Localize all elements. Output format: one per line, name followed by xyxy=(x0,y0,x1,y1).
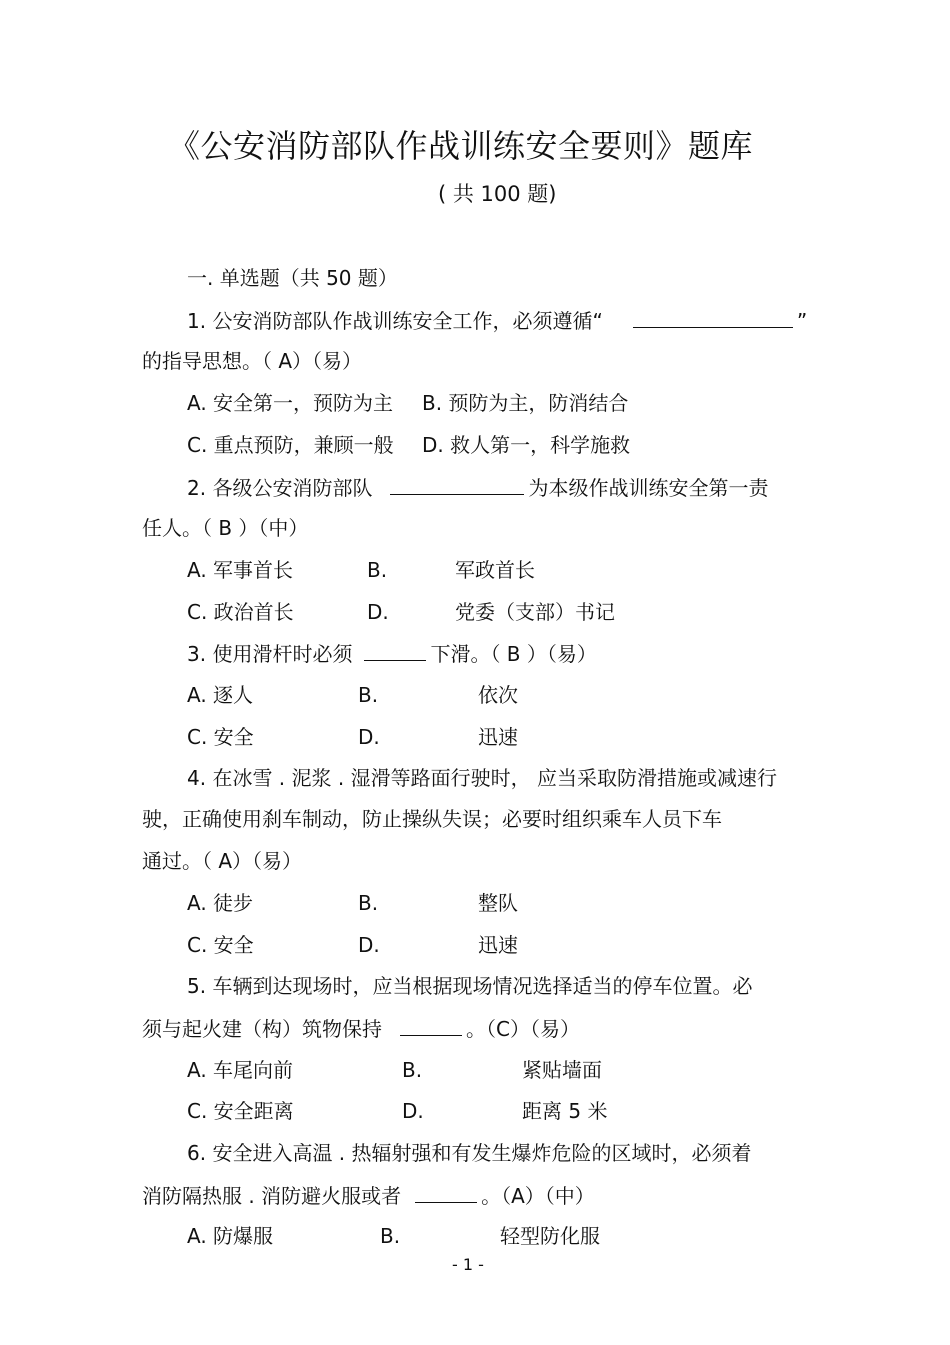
question-2-option-a: A. 军事首长 xyxy=(187,558,294,582)
answer-blank xyxy=(400,1013,462,1036)
question-6-option-b-text: 轻型防化服 xyxy=(500,1224,600,1248)
question-5-option-a: A. 车尾向前 xyxy=(187,1058,294,1082)
answer-blank xyxy=(364,638,426,661)
question-3-option-b-text: 依次 xyxy=(478,683,518,707)
question-1-option-b: B. 预防为主，防消结合 xyxy=(422,391,629,415)
question-3-option-c: C. 安全 xyxy=(187,725,254,749)
question-6-line-1: 6. 安全进入高温 . 热辐射强和有发生爆炸危险的区域时，必须着 xyxy=(187,1141,752,1165)
question-6-option-a: A. 防爆服 xyxy=(187,1224,274,1248)
answer-blank xyxy=(390,472,524,495)
question-4-option-a: A. 徒步 xyxy=(187,891,254,915)
section-heading: 一. 单选题（共 50 题） xyxy=(187,266,398,290)
question-5-text: 须与起火建（构）筑物保持 xyxy=(142,1017,382,1041)
question-1-option-c: C. 重点预防，兼顾一般 xyxy=(187,433,394,457)
question-1-quote-close: ” xyxy=(796,309,808,333)
question-6-line-2 xyxy=(142,1180,595,1211)
question-4-line-1: 4. 在冰雪 . 泥浆 . 湿滑等路面行驶时， 应当采取防滑措施或减速行 xyxy=(187,766,777,790)
answer-blank xyxy=(633,305,793,328)
question-4-option-d-text: 迅速 xyxy=(478,933,518,957)
question-3-line-1 xyxy=(187,638,597,669)
question-5-text-cont: 。（C）（易） xyxy=(466,1017,580,1041)
question-4-option-d-label: D. xyxy=(358,933,380,957)
question-6-text-cont: 。（A）（中） xyxy=(481,1184,595,1208)
answer-blank xyxy=(415,1180,477,1203)
question-2-text-cont: 为本级作战训练安全第一责 xyxy=(528,476,769,500)
question-5-option-d-text: 距离 5 米 xyxy=(522,1099,608,1123)
question-1-option-a: A. 安全第一，预防为主 xyxy=(187,391,394,415)
question-5-line-2 xyxy=(142,1013,580,1044)
document-subtitle: ( 共 100 题) xyxy=(438,182,557,206)
question-3-text-cont: 下滑。（ B ）（易） xyxy=(430,642,597,666)
question-2-text: 2. 各级公安消防部队 xyxy=(187,476,373,500)
question-1-option-d: D. 救人第一，科学施救 xyxy=(422,433,631,457)
question-1-line-1 xyxy=(187,305,807,336)
question-2-line-2: 任人。（ B ）（中） xyxy=(142,516,309,540)
question-3-option-b-label: B. xyxy=(358,683,379,707)
question-2-option-d-label: D. xyxy=(367,600,389,624)
question-5-line-1: 5. 车辆到达现场时，应当根据现场情况选择适当的停车位置。必 xyxy=(187,974,753,998)
question-5-option-d-label: D. xyxy=(402,1099,424,1123)
question-4-option-b-text: 整队 xyxy=(478,891,518,915)
question-3-option-d-text: 迅速 xyxy=(478,725,518,749)
question-6-option-b-label: B. xyxy=(380,1224,401,1248)
question-3-option-d-label: D. xyxy=(358,725,380,749)
question-5-option-c: C. 安全距离 xyxy=(187,1099,294,1123)
question-4-option-c: C. 安全 xyxy=(187,933,254,957)
question-3-text: 3. 使用滑杆时必须 xyxy=(187,642,353,666)
question-4-option-b-label: B. xyxy=(358,891,379,915)
question-1-line-2: 的指导思想。（ A）（易） xyxy=(142,349,363,373)
question-2-option-d-text: 党委（支部）书记 xyxy=(455,600,615,624)
question-2-line-1 xyxy=(187,472,768,503)
question-5-option-b-label: B. xyxy=(402,1058,423,1082)
question-1-text: 1. 公安消防部队作战训练安全工作，必须遵循“ xyxy=(187,309,603,333)
question-4-line-3: 通过。（ A）（易） xyxy=(142,849,303,873)
question-4-line-2: 驶，正确使用刹车制动，防止操纵失误；必要时组织乘车人员下车 xyxy=(142,807,722,831)
question-6-text: 消防隔热服 . 消防避火服或者 xyxy=(142,1184,402,1208)
question-3-option-a: A. 逐人 xyxy=(187,683,254,707)
question-2-option-c: C. 政治首长 xyxy=(187,600,294,624)
question-5-option-b-text: 紧贴墙面 xyxy=(522,1058,602,1082)
question-2-option-b-label: B. xyxy=(367,558,388,582)
question-2-option-b-text: 军政首长 xyxy=(455,558,535,582)
document-title: 《公安消防部队作战训练安全要则》题库 xyxy=(168,127,754,165)
page-number: - 1 - xyxy=(452,1255,484,1274)
